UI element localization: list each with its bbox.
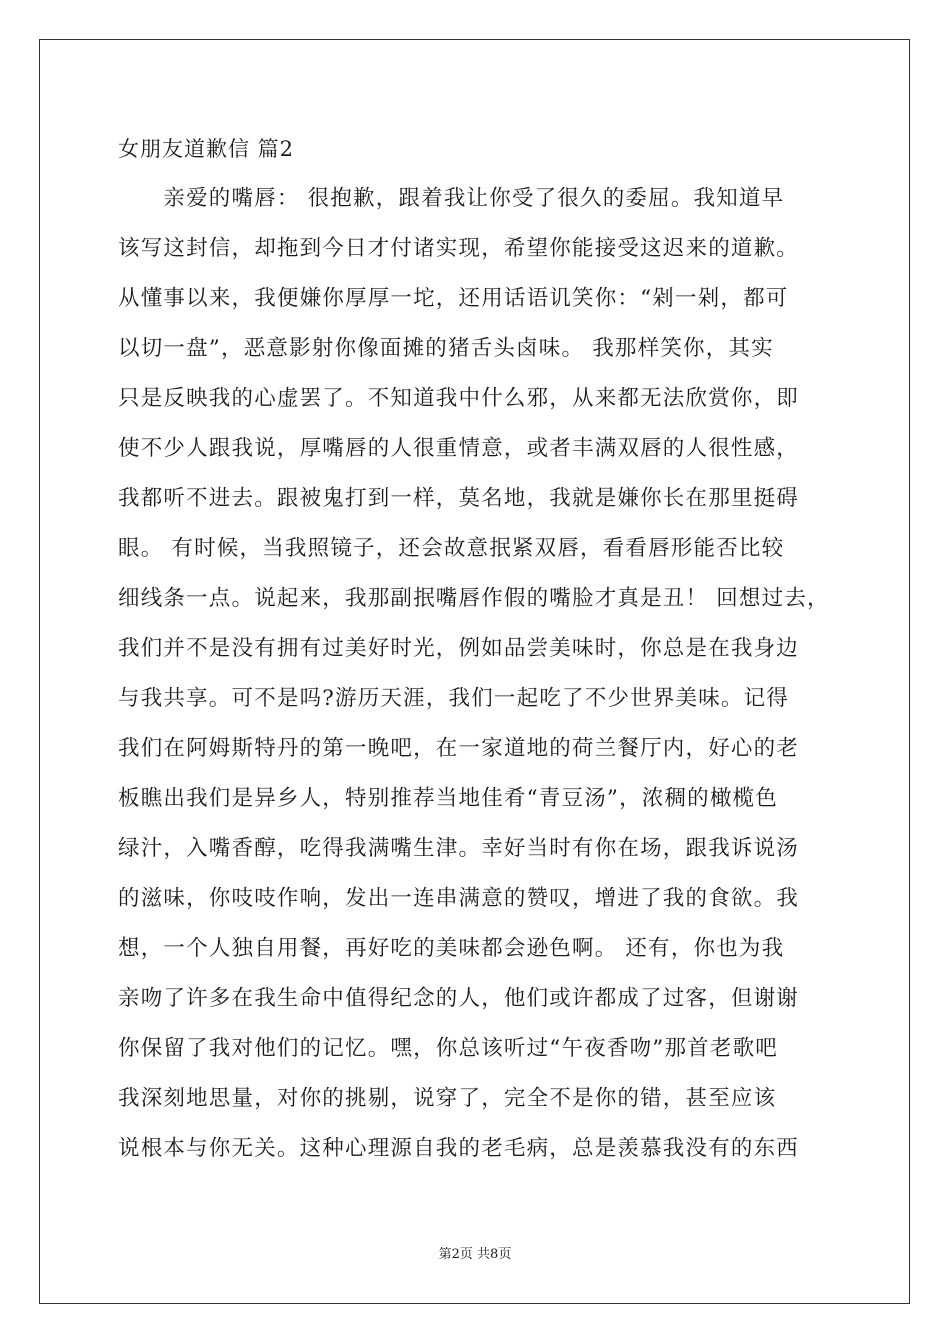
body-line: 板瞧出我们是异乡人，特别推荐当地佳肴“青豆汤”，浓稠的橄榄色 (118, 786, 778, 811)
body-line: 我深刻地思量，对你的挑剔，说穿了，完全不是你的错，甚至应该 (118, 1086, 777, 1111)
body-line: 细线条一点。说起来，我那副抿嘴唇作假的嘴脸才真是丑！ 回想过去， (118, 586, 830, 611)
body-line: 以切一盘”，恶意影射你像面摊的猪舌头卤味。 我那样笑你，其实 (118, 336, 774, 361)
body-line: 绿汁，入嘴香醇，吃得我满嘴生津。幸好当时有你在场，跟我诉说汤 (118, 836, 800, 861)
body-line: 眼。 有时候，当我照镜子，还会故意抿紧双唇，看看唇形能否比较 (118, 536, 785, 561)
body-line: 该写这封信，却拖到今日才付诸实现，希望你能接受这迟来的道歉。 (118, 236, 800, 261)
body-line: 我们并不是没有拥有过美好时光，例如品尝美味时，你总是在我身边 (118, 636, 800, 661)
body-line: 你保留了我对他们的记忆。嘿，你总该听过“午夜香吻”那首老歌吧 (118, 1036, 778, 1061)
body-line: 从懂事以来，我便嫌你厚厚一坨，还用话语讥笑你：“剁一剁，都可 (118, 286, 789, 311)
body-line: 我都听不进去。跟被鬼打到一样，莫名地，我就是嫌你长在那里挺碍 (118, 486, 800, 511)
body-line: 亲爱的嘴唇： 很抱歉，跟着我让你受了很久的委屈。我知道早 (118, 186, 785, 211)
body-line: 说根本与你无关。这种心理源自我的老毛病，总是羡慕我没有的东西 (118, 1136, 800, 1161)
body-line: 使不少人跟我说，厚嘴唇的人很重情意，或者丰满双唇的人很性感， (118, 436, 800, 461)
body-line: 的滋味，你吱吱作响，发出一连串满意的赞叹，增进了我的食欲。我 (118, 886, 800, 911)
body-line: 我们在阿姆斯特丹的第一晚吧，在一家道地的荷兰餐厅内，好心的老 (118, 736, 800, 761)
letter-heading: 女朋友道歉信 篇2 (118, 137, 295, 161)
body-line: 只是反映我的心虚罢了。不知道我中什么邪，从来都无法欣赏你，即 (118, 386, 800, 411)
body-line: 与我共享。可不是吗?游历天涯，我们一起吃了不少世界美味。记得 (118, 686, 790, 711)
page-border (39, 39, 910, 1304)
body-line: 亲吻了许多在我生命中值得纪念的人，他们或许都成了过客，但谢谢 (118, 986, 800, 1011)
body-line: 想，一个人独自用餐，再好吃的美味都会逊色啊。 还有，你也为我 (118, 936, 785, 961)
page-number-footer: 第2页 共8页 (438, 1247, 512, 1262)
